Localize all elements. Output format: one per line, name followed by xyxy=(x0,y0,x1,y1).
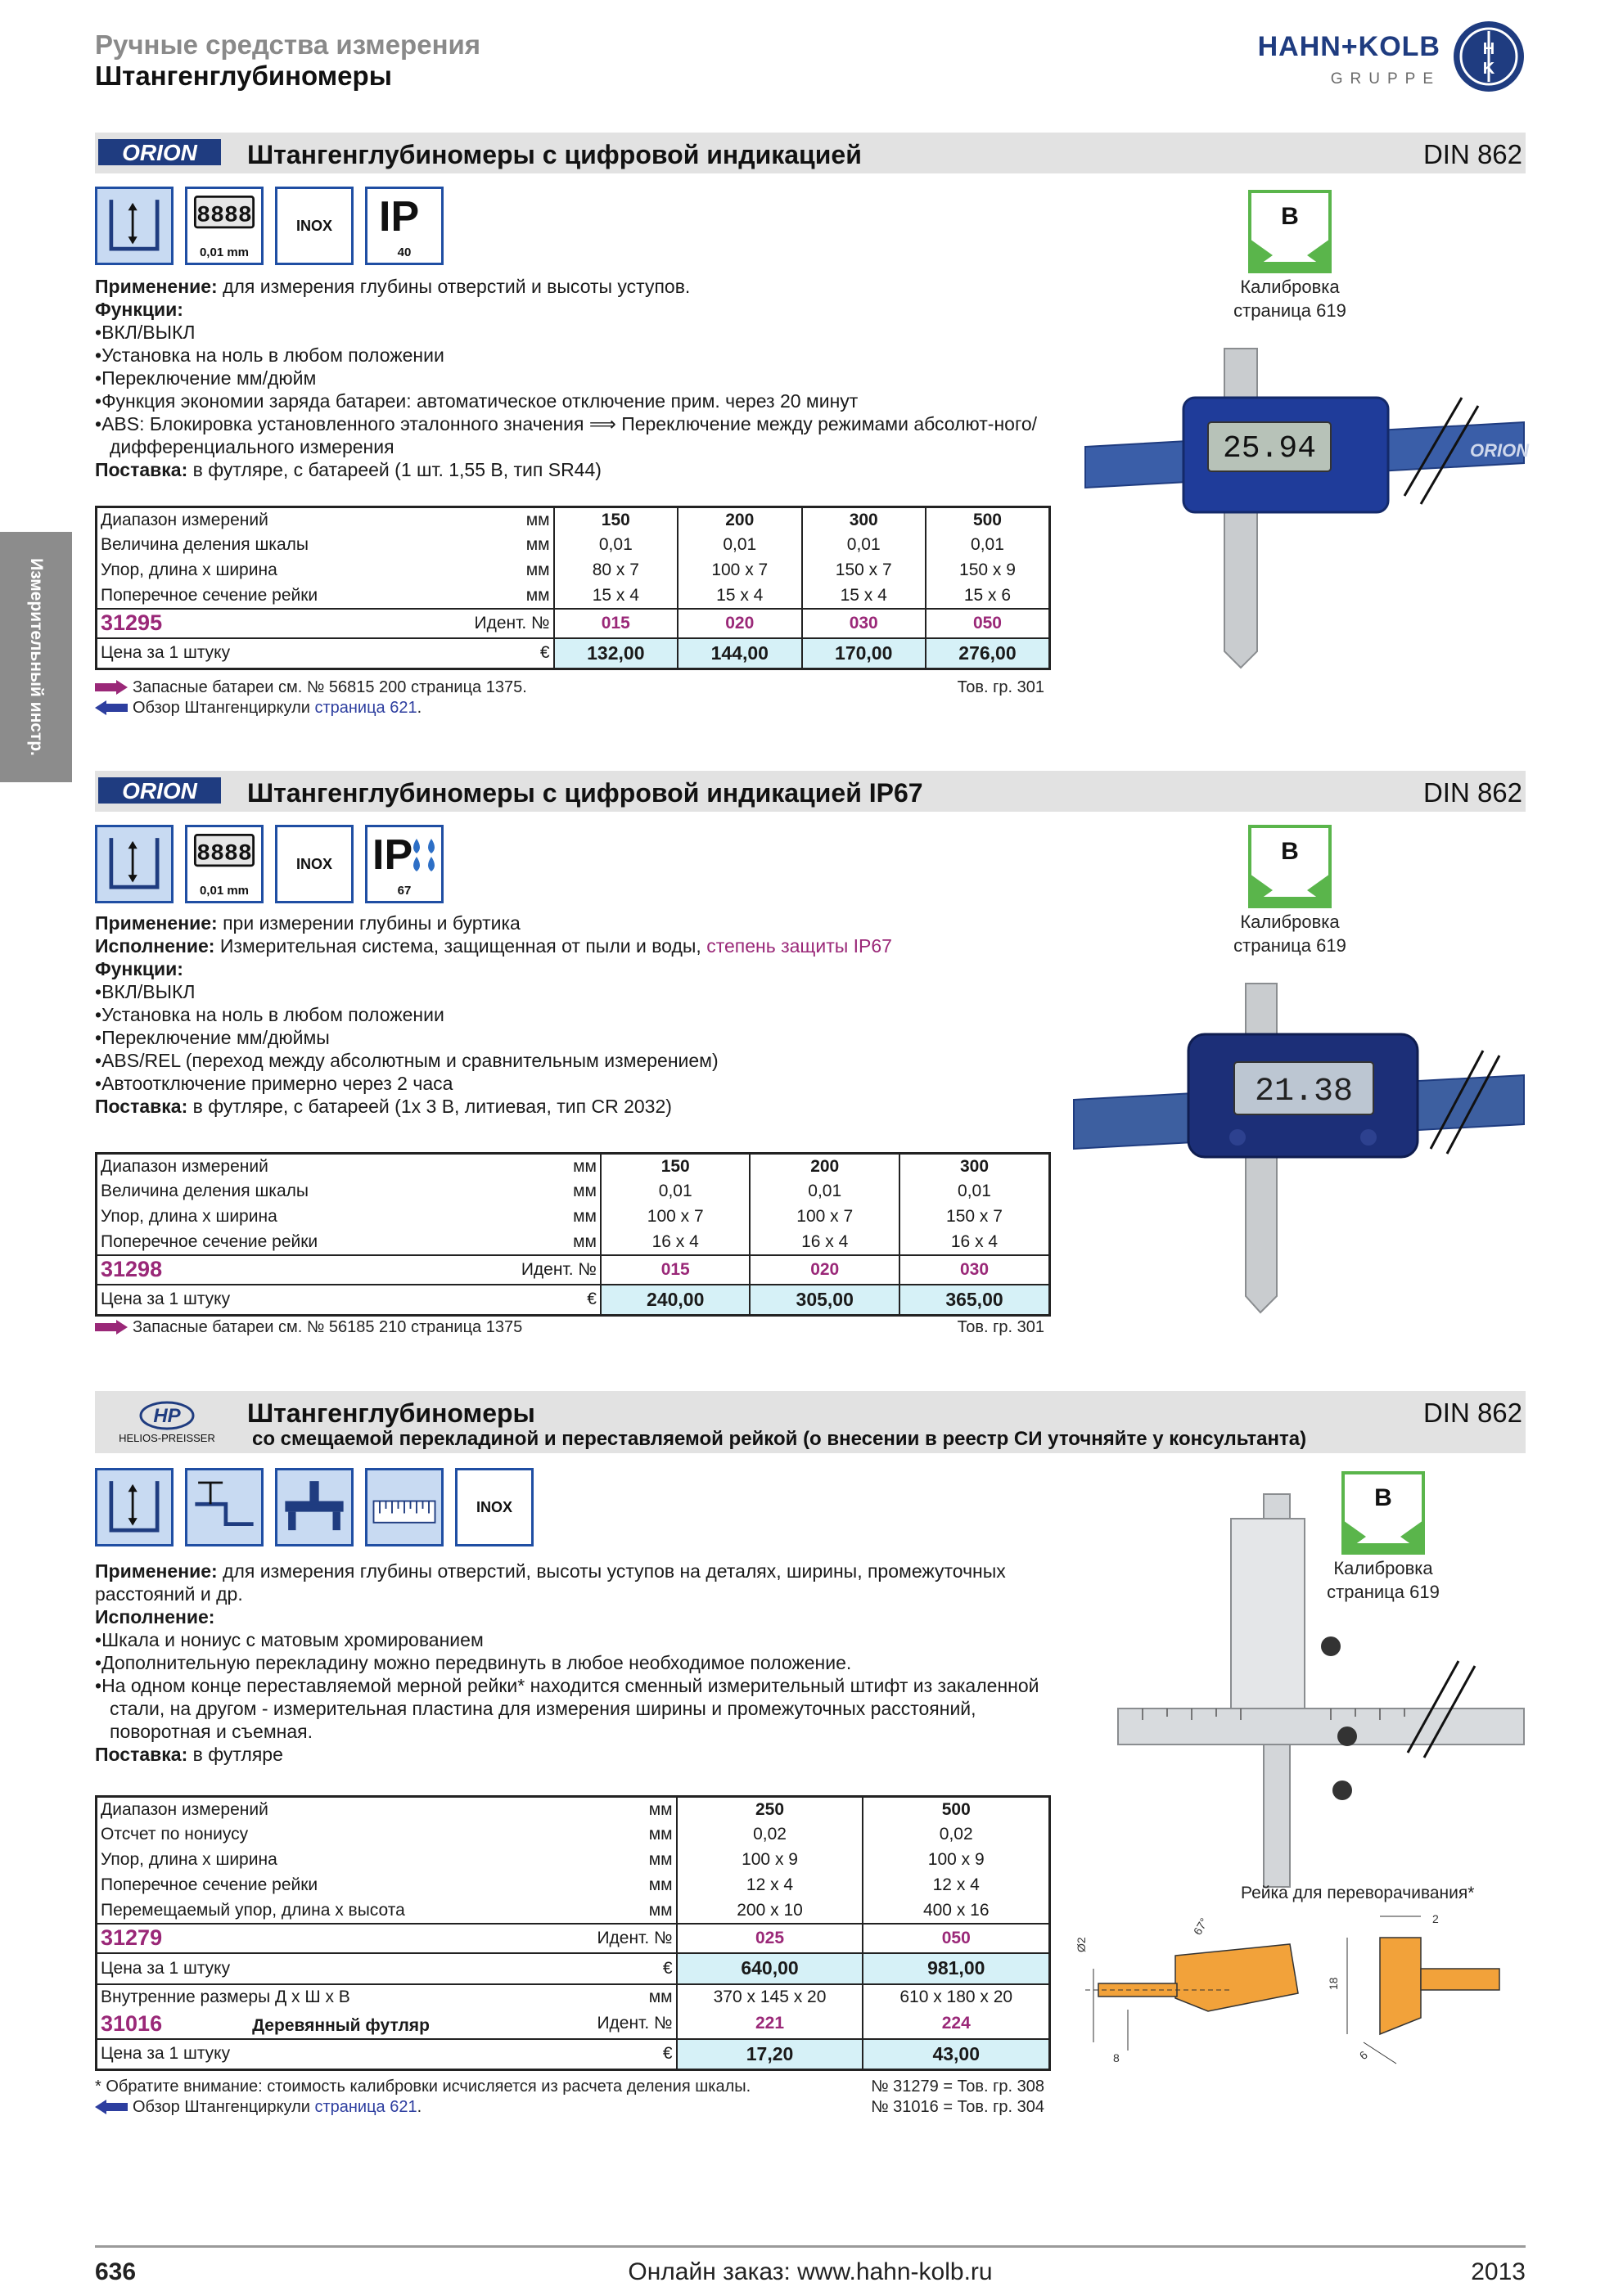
technical-drawing-probe xyxy=(1069,1916,1323,2067)
svg-text:HP: HP xyxy=(153,1405,181,1427)
price-row: Цена за 1 штуку € 132,00 144,00 170,00 276,00 xyxy=(97,638,1050,669)
din-standard: DIN 862 xyxy=(1422,139,1522,169)
digital-display-icon xyxy=(185,187,264,265)
svg-text:25.94: 25.94 xyxy=(1222,431,1317,466)
inox-icon: INOX xyxy=(275,825,354,903)
svg-text:8: 8 xyxy=(1113,2051,1120,2064)
id-row: 31279 Идент. № 025 050 xyxy=(97,1924,1050,1953)
ip-code: 40 xyxy=(397,245,412,259)
inox-icon: INOX xyxy=(455,1468,534,1546)
din-standard: DIN 862 xyxy=(1422,1398,1522,1428)
note-overview[interactable]: Обзор Штангенциркули страница 621. № 31016 = Тов. гр. 304 xyxy=(95,2097,1051,2118)
arrow-left-icon xyxy=(95,2100,128,2114)
table-row: Диапазон измерений мм 150 200 300 500 xyxy=(97,507,1050,533)
table-row: Отсчет по нониусу мм 0,02 0,02 xyxy=(97,1822,1050,1848)
svg-text:8888: 8888 xyxy=(196,841,252,867)
list-item: •Переключение мм/дюймы xyxy=(95,1027,330,1048)
id-row: 31016 Деревянный футляр Идент. № 221 224 xyxy=(97,2010,1050,2039)
svg-text:21.38: 21.38 xyxy=(1254,1074,1354,1110)
note-calibration: * Обратите внимание: стоимость калибровки исчисляется из расчета деления шкалы. № 31279 = Тов. гр. 308 xyxy=(95,2078,1044,2096)
ident-number[interactable]: 221 xyxy=(677,2010,863,2039)
section-title-bar xyxy=(95,771,1526,812)
section-subtitle: со смещаемой перекладиной и переставляемой рейкой (о внесении в реестр СИ уточняйте у консультанта) xyxy=(252,1428,1307,1450)
section-vernier-depth-gauge xyxy=(95,1391,1526,2234)
page-footer xyxy=(95,2258,1526,2291)
inox-icon: INOX xyxy=(275,187,354,265)
page-number: 636 xyxy=(95,2258,137,2285)
table-row: Упор, длина x ширина мм 80 x 7 100 x 7 150 x 7 150 x 9 xyxy=(97,558,1050,583)
product-description: Применение: для измерения глубины отверстий, высоты уступов на деталях, ширины, промежуточных расстояний и др. Исполнение: •Шкала и нониус с матовым хромированием •Дополнительную перекладину можно передвинуть в любое необходимое положение. •На одном конце переставляемой мерной рейки* находится сменный измерительный штифт из закаленной стали, на другом - измерительная пластина для измерения ширины и промежуточных расстояний, поворотная и съемная. Поставка: в футляре xyxy=(95,1560,1051,1766)
svg-text:67°: 67° xyxy=(1190,1916,1211,1938)
section-title: Штангенглубиномеры с цифровой индикацией xyxy=(247,140,862,169)
product-image xyxy=(1085,1494,1524,1903)
side-chapter-tab[interactable] xyxy=(0,532,72,782)
helios-preisser-logo-icon xyxy=(98,1398,236,1447)
price-row: Цена за 1 штуку € 640,00 981,00 xyxy=(97,1953,1050,1984)
catalog-year: 2013 xyxy=(1471,2258,1526,2285)
price-row: Цена за 1 штуку € 17,20 43,00 xyxy=(97,2039,1050,2070)
table-row: Внутренние размеры Д x Ш x В мм 370 x 145 x 20 610 x 180 x 20 xyxy=(97,1984,1050,2010)
list-item: •Шкала и нониус с матовым хромированием xyxy=(95,1629,484,1650)
ident-number[interactable]: 015 xyxy=(554,609,678,638)
page-link[interactable]: страница 621 xyxy=(314,2098,417,2116)
svg-text:18: 18 xyxy=(1327,1977,1340,1990)
spec-table xyxy=(95,1795,1051,2071)
price: 240,00 xyxy=(601,1285,751,1316)
ip67-link[interactable]: степень защиты IP67 xyxy=(706,935,892,957)
table-row: Упор, длина x ширина мм 100 x 7 100 x 7 150 x 7 xyxy=(97,1204,1050,1230)
arrow-left-icon xyxy=(95,700,128,715)
section-title: Штангенглубиномеры xyxy=(247,1398,535,1428)
depth-measure-icon xyxy=(95,825,174,903)
price: 144,00 xyxy=(678,638,801,669)
price: 43,00 xyxy=(863,2039,1049,2070)
resolution-label: 0,01 mm xyxy=(199,245,250,259)
product-description: Применение: при измерении глубины и буртика Исполнение: Измерительная система, защищенная от пыли и воды, степень защиты IP67 Функции: •ВКЛ/ВЫКЛ •Установка на ноль в любом положении •Переключение мм/дюймы •ABS/REL (переход между абсолютным и сравнительным измерением) •Автоотключение примерно через 2 часа Поставка: в футляре, с батареей (1x 3 В, литиевая, тип CR 2032) xyxy=(95,912,1044,1118)
calibration-icon xyxy=(1248,190,1332,273)
article-number: 31016 xyxy=(101,2010,163,2036)
price-row: Цена за 1 штуку € 240,00 305,00 365,00 xyxy=(97,1285,1050,1316)
depth-measure-icon xyxy=(95,1468,174,1546)
price: 640,00 xyxy=(677,1953,863,1984)
online-order-link[interactable]: Онлайн заказ: www.hahn-kolb.ru xyxy=(628,2258,993,2285)
section-title: Штангенглубиномеры с цифровой индикацией IP67 xyxy=(247,778,923,808)
brand-logo xyxy=(1231,20,1526,101)
section-digital-depth-gauge xyxy=(95,133,1530,722)
resolution-label: 0,01 mm xyxy=(199,884,250,898)
product-image xyxy=(1085,340,1530,684)
list-item: •ABS/REL (переход между абсолютным и сравнительным измерением) xyxy=(95,1050,719,1071)
list-item: •ВКЛ/ВЫКЛ xyxy=(95,981,196,1002)
hk-badge-icon xyxy=(1452,20,1526,93)
svg-text:Ø2: Ø2 xyxy=(1075,1937,1088,1952)
arrow-right-icon xyxy=(95,680,128,695)
section-digital-depth-gauge-ip67 xyxy=(95,771,1526,1344)
ip-code: 67 xyxy=(397,884,412,898)
ident-number[interactable]: 025 xyxy=(677,1924,863,1953)
price: 17,20 xyxy=(677,2039,863,2070)
ident-number[interactable]: 020 xyxy=(678,609,801,638)
orion-logo-icon xyxy=(98,137,228,167)
svg-text:HELIOS-PREISSER: HELIOS-PREISSER xyxy=(119,1432,215,1444)
spec-table xyxy=(95,1152,1051,1317)
svg-text:K: K xyxy=(1482,60,1495,78)
ident-number[interactable]: 015 xyxy=(601,1255,751,1285)
calibration-page: страница 619 xyxy=(1233,300,1346,321)
price: 276,00 xyxy=(926,638,1050,669)
page-link[interactable]: страница 621 xyxy=(314,699,417,717)
svg-text:6: 6 xyxy=(1356,2048,1370,2063)
list-item: •Установка на ноль в любом положении xyxy=(95,344,444,366)
section-title-bar xyxy=(95,1391,1526,1453)
ip67-icon: IP 67 xyxy=(365,825,444,903)
vernier-scale-icon xyxy=(365,1468,444,1546)
ident-number[interactable]: 050 xyxy=(926,609,1050,638)
ident-number[interactable]: 020 xyxy=(750,1255,899,1285)
svg-text:B: B xyxy=(1281,838,1299,865)
feature-icons xyxy=(95,187,444,265)
ident-number[interactable]: 224 xyxy=(863,2010,1049,2039)
product-description: Применение: для измерения глубины отверстий и высоты уступов. Функции: •ВКЛ/ВЫКЛ •Установка на ноль в любом положении •Переключение мм/дюйм •Функция экономии заряда батареи: автоматическое отключение прим. через 20 минут •ABS: Блокировка установленного эталонного значения ⟹ Переключение между режимами абсолют-ного/дифференциального измерения Поставка: в футляре, с батареей (1 шт. 1,55 В, тип SR44) xyxy=(95,275,1044,481)
ip40-icon: IP 40 xyxy=(365,187,444,265)
arrow-right-icon xyxy=(95,1320,128,1335)
calibration-icon xyxy=(1248,825,1332,908)
svg-text:ORION: ORION xyxy=(122,140,197,165)
svg-text:2: 2 xyxy=(1432,1912,1439,1925)
page-title: Штангенглубиномеры xyxy=(95,61,392,91)
footer-divider xyxy=(95,2245,1526,2248)
calibration-badge[interactable] xyxy=(1200,190,1380,321)
svg-text:ORION: ORION xyxy=(1470,440,1530,461)
note-batteries[interactable]: Запасные батареи см. № 56185 210 страница 1375 Тов. гр. 301 xyxy=(95,1317,1051,1338)
table-row: Диапазон измерений мм 150 200 300 xyxy=(97,1154,1050,1179)
digital-display-icon xyxy=(185,825,264,903)
list-item: •ВКЛ/ВЫКЛ xyxy=(95,322,196,343)
svg-text:B: B xyxy=(1374,1484,1392,1511)
calibration-label: Калибровка xyxy=(1240,277,1340,297)
article-number: 31295 xyxy=(101,610,163,635)
note-batteries[interactable]: Запасные батареи см. № 56815 200 страница 1375. Тов. гр. 301 xyxy=(95,678,1051,698)
image-caption: Рейка для переворачивания* xyxy=(1241,1884,1475,1902)
din-standard: DIN 862 xyxy=(1422,777,1522,808)
list-item: •Автоотключение примерно через 2 часа xyxy=(95,1073,453,1094)
calibration-badge[interactable] xyxy=(1200,825,1380,956)
table-row: Величина деления шкалы мм 0,01 0,01 0,01 xyxy=(97,1179,1050,1204)
table-row: Диапазон измерений мм 250 500 xyxy=(97,1797,1050,1822)
article-number: 31279 xyxy=(101,1925,163,1950)
price: 305,00 xyxy=(750,1285,899,1316)
water-drops-icon xyxy=(408,835,441,876)
step-height-icon xyxy=(185,1468,264,1546)
svg-text:8888: 8888 xyxy=(196,203,252,229)
id-row: 31295 Идент. № 015 020 030 050 xyxy=(97,609,1050,638)
notes xyxy=(95,2077,1051,2118)
depth-measure-icon xyxy=(95,187,174,265)
calibration-label: Калибровка xyxy=(1240,912,1340,932)
ident-number[interactable]: 030 xyxy=(899,1255,1050,1285)
ident-number[interactable]: 030 xyxy=(802,609,926,638)
list-item: •ABS: Блокировка установленного эталонного значения ⟹ Переключение между режимами абсолют-ного/дифференциального измерения xyxy=(95,413,1038,457)
table-row: Перемещаемый упор, длина x высота мм 200 x 10 400 x 16 xyxy=(97,1898,1050,1924)
case-name: Деревянный футляр xyxy=(252,2015,430,2035)
table-row: Упор, длина x ширина мм 100 x 9 100 x 9 xyxy=(97,1848,1050,1873)
article-number: 31298 xyxy=(101,1257,163,1281)
list-item: •Переключение мм/дюйм xyxy=(95,367,317,389)
orion-logo-icon xyxy=(98,776,228,805)
list-item: •На одном конце переставляемой мерной рейки* находится сменный измерительный штифт из закаленной стали, на другом - измерительная пластина для измерения ширины и промежуточных расстояний, поворотная и съемная. xyxy=(95,1675,1039,1742)
brand-name: HAHN+KOLB xyxy=(1257,31,1440,62)
svg-text:ORION: ORION xyxy=(122,778,197,804)
width-measure-icon xyxy=(275,1468,354,1546)
ident-number[interactable]: 050 xyxy=(863,1924,1049,1953)
feature-icons xyxy=(95,825,444,903)
section-title-bar xyxy=(95,133,1526,173)
price: 365,00 xyxy=(899,1285,1050,1316)
table-row: Поперечное сечение рейки мм 16 x 4 16 x 4 16 x 4 xyxy=(97,1230,1050,1255)
calibration-page: страница 619 xyxy=(1327,1582,1440,1602)
spec-table xyxy=(95,506,1051,670)
list-item: •Установка на ноль в любом положении xyxy=(95,1004,444,1025)
price: 170,00 xyxy=(802,638,926,669)
category-title: Ручные средства измерения xyxy=(95,29,481,60)
technical-drawing-plate xyxy=(1327,1911,1524,2067)
page-header xyxy=(95,29,1526,95)
side-tab-label: Измерительный инстр. xyxy=(27,558,46,756)
notes xyxy=(95,678,1051,718)
id-row: 31298 Идент. № 015 020 030 xyxy=(97,1255,1050,1285)
price: 981,00 xyxy=(863,1953,1049,1984)
svg-text:B: B xyxy=(1281,203,1299,230)
calibration-page: страница 619 xyxy=(1233,935,1346,956)
price: 132,00 xyxy=(554,638,678,669)
list-item: •Дополнительную перекладину можно передвинуть в любое необходимое положение. xyxy=(95,1652,852,1673)
table-row: Поперечное сечение рейки мм 15 x 4 15 x 4 15 x 4 15 x 6 xyxy=(97,583,1050,609)
table-row: Величина деления шкалы мм 0,01 0,01 0,01 0,01 xyxy=(97,533,1050,558)
svg-text:H: H xyxy=(1482,40,1495,58)
calibration-label: Калибровка xyxy=(1333,1558,1433,1578)
notes xyxy=(95,1317,1051,1338)
table-row: Поперечное сечение рейки мм 12 x 4 12 x 4 xyxy=(97,1873,1050,1898)
brand-sub: GRUPPE xyxy=(1330,70,1440,88)
feature-icons xyxy=(95,1468,534,1546)
note-overview[interactable]: Обзор Штангенциркули страница 621. xyxy=(95,698,1051,718)
product-image xyxy=(1074,977,1524,1321)
list-item: •Функция экономии заряда батареи: автоматическое отключение прим. через 20 минут xyxy=(95,390,859,412)
